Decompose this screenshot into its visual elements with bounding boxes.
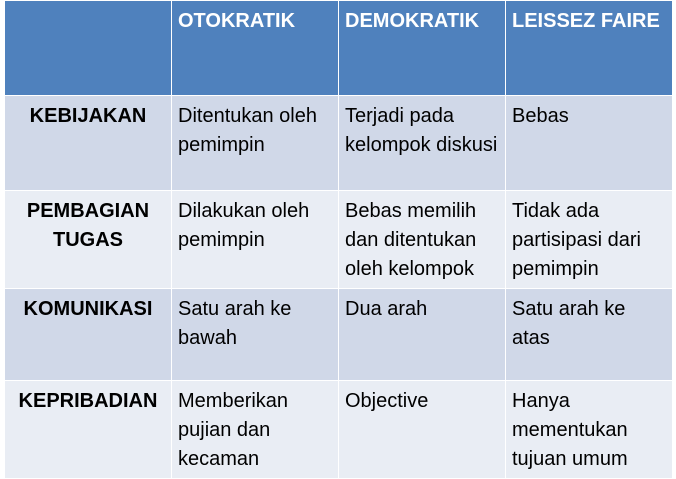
table-body (5, 96, 673, 479)
cell-demokratik: Terjadi pada kelompok diskusi (339, 96, 506, 191)
table-row-kepribadian (5, 381, 673, 479)
comparison-table-container (4, 0, 672, 475)
cell-leissez-faire: Bebas (506, 96, 673, 191)
table-row-kebijakan (5, 96, 673, 191)
leadership-style-table (4, 0, 673, 479)
row-label: KOMUNIKASI (5, 289, 172, 381)
cell-otokratik: Ditentukan oleh pemimpin (172, 96, 339, 191)
cell-leissez-faire: Tidak ada partisipasi dari pemimpin (506, 191, 673, 289)
row-label: PEMBAGIAN TUGAS (5, 191, 172, 289)
row-label: KEBIJAKAN (5, 96, 172, 191)
header-leissez-faire: LEISSEZ FAIRE (506, 1, 673, 96)
cell-demokratik: Bebas memilih dan ditentukan oleh kelompok (339, 191, 506, 289)
header-otokratik: OTOKRATIK (172, 1, 339, 96)
cell-otokratik: Dilakukan oleh pemimpin (172, 191, 339, 289)
header-demokratik: DEMOKRATIK (339, 1, 506, 96)
cell-otokratik: Memberikan pujian dan kecaman (172, 381, 339, 479)
cell-otokratik: Satu arah ke bawah (172, 289, 339, 381)
row-label: KEPRIBADIAN (5, 381, 172, 479)
table-row-komunikasi (5, 289, 673, 381)
header-corner-cell (5, 1, 172, 96)
cell-leissez-faire: Hanya mementukan tujuan umum (506, 381, 673, 479)
cell-leissez-faire: Satu arah ke atas (506, 289, 673, 381)
table-header (5, 1, 673, 96)
cell-demokratik: Dua arah (339, 289, 506, 381)
header-row (5, 1, 673, 96)
cell-demokratik: Objective (339, 381, 506, 479)
table-row-pembagian-tugas (5, 191, 673, 289)
